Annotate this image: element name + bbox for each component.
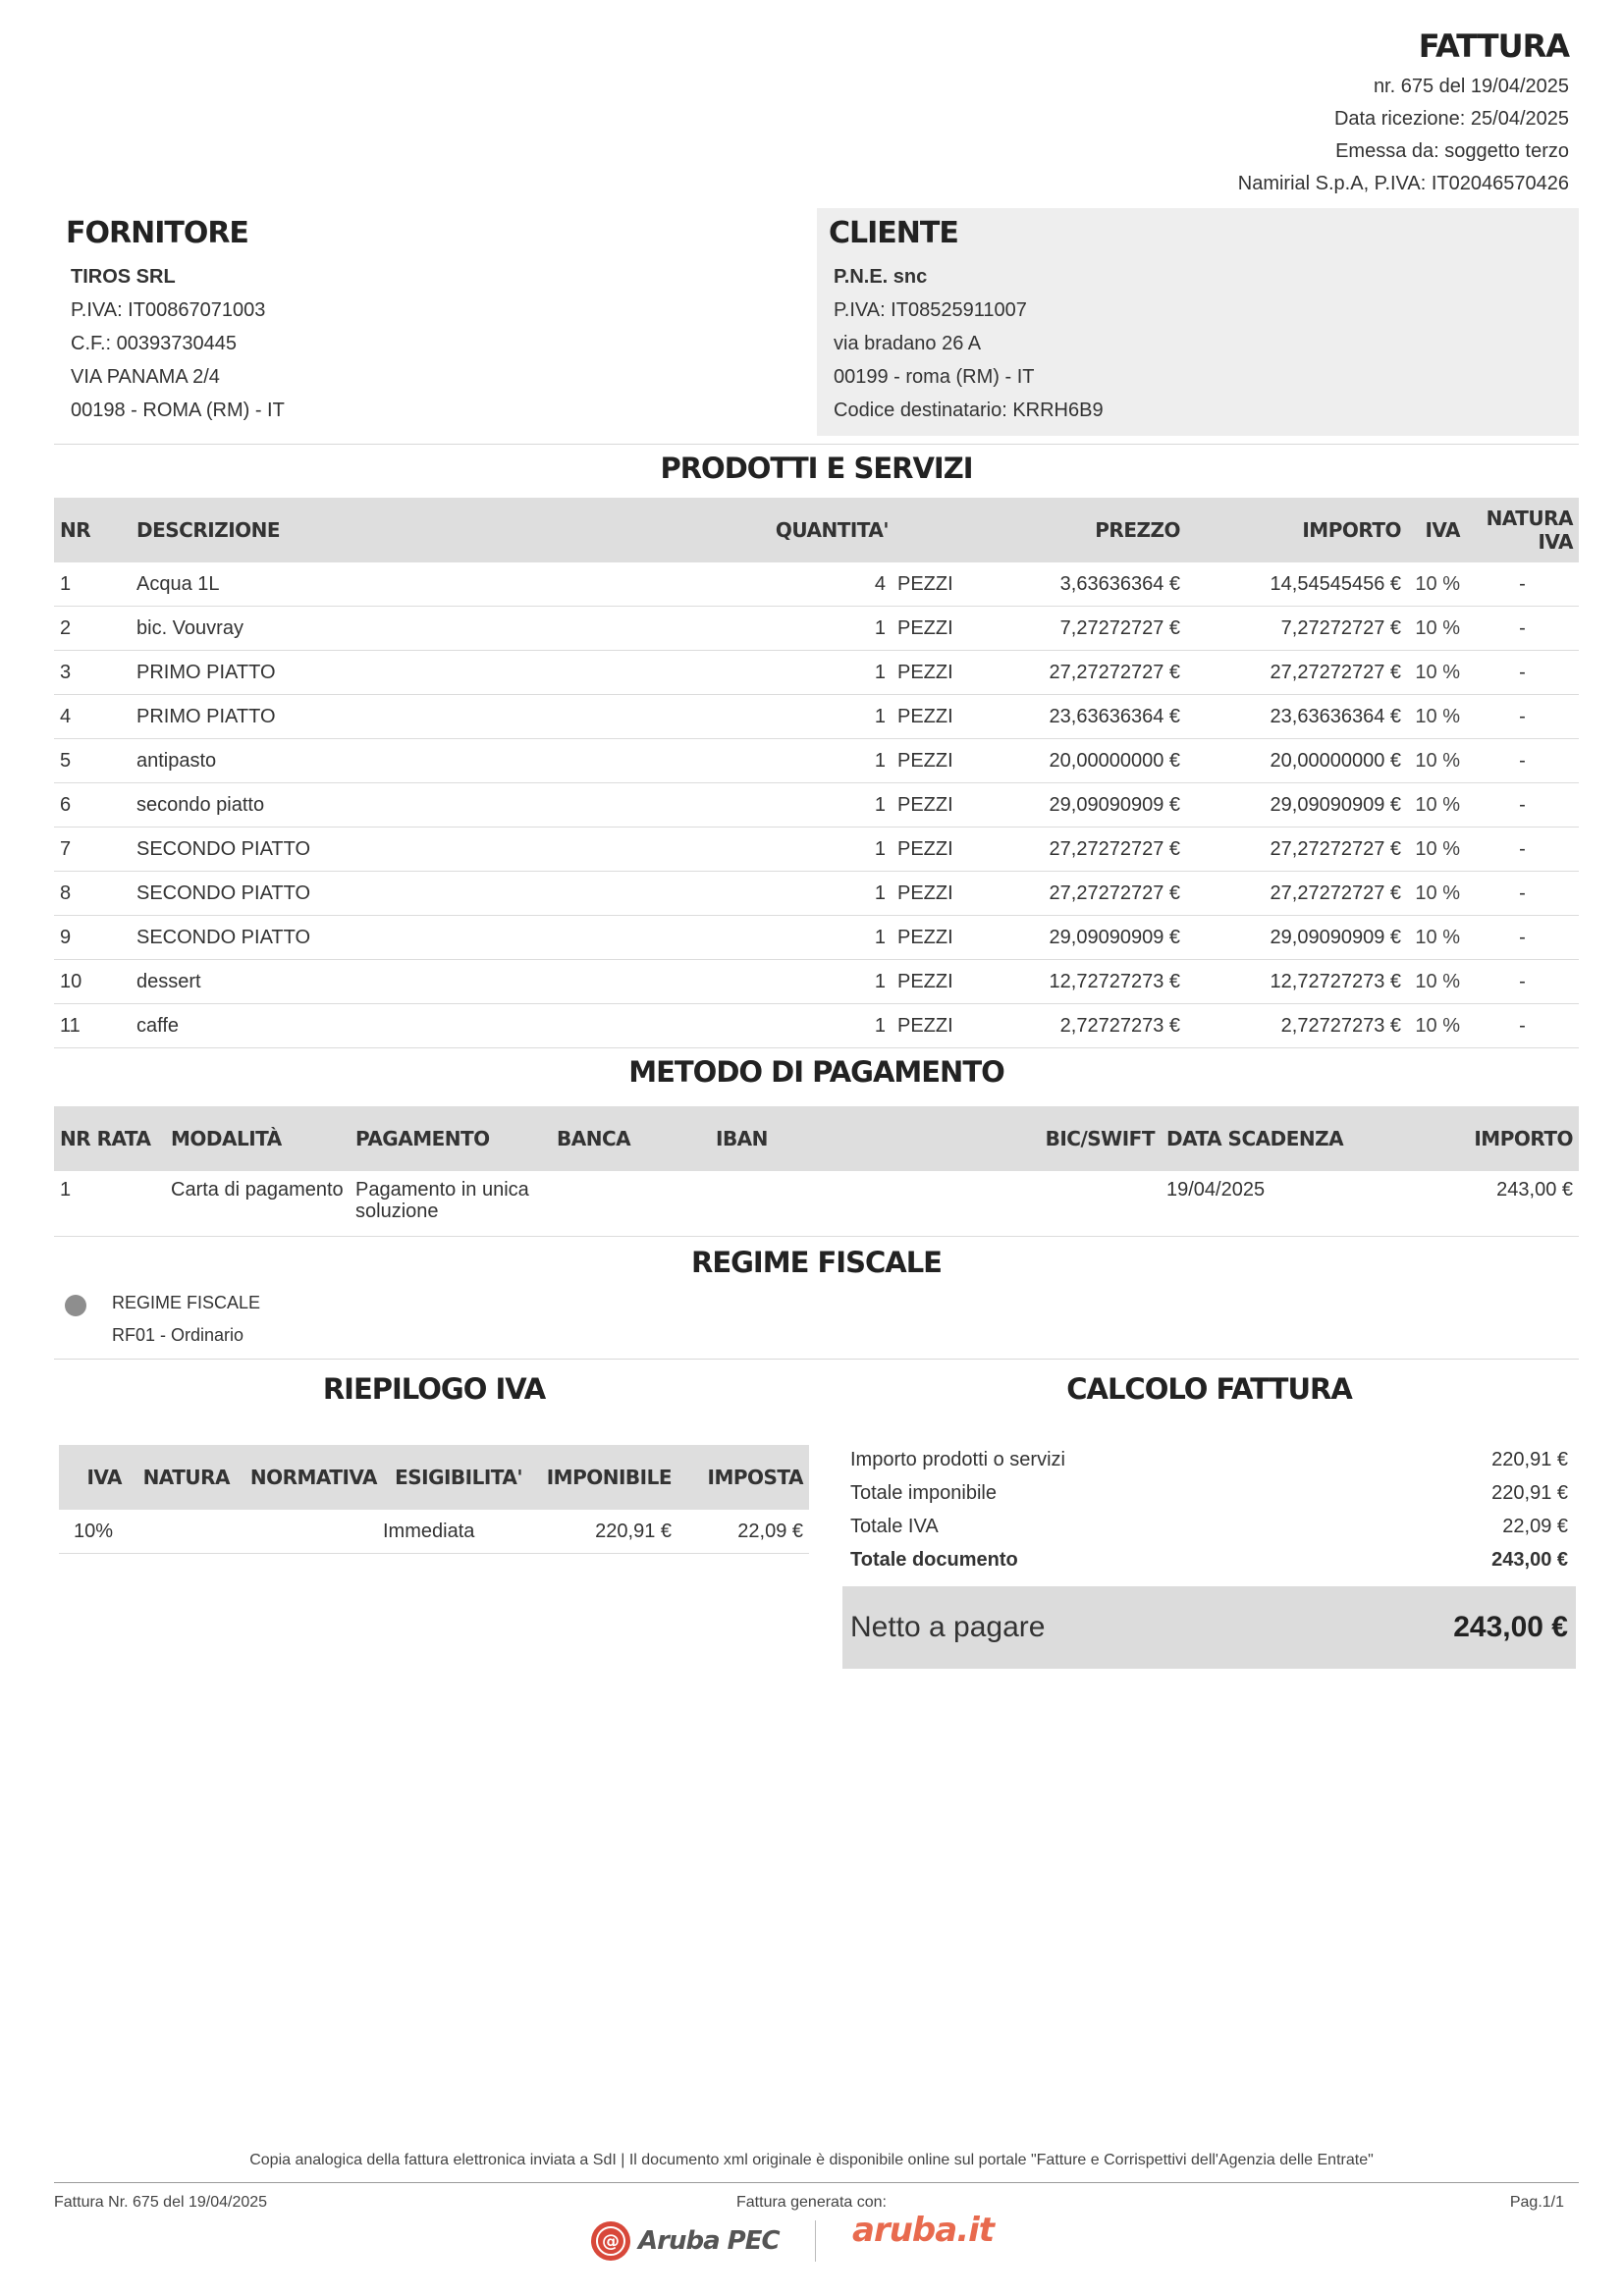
item-description: caffe: [131, 1004, 641, 1048]
products-title: PRODOTTI E SERVIZI: [660, 452, 973, 485]
item-nr: 1: [54, 562, 131, 607]
col-natura: NATURA: [142, 1466, 230, 1489]
item-price: 12,72727273 €: [965, 960, 1186, 1004]
client-address: via bradano 26 A: [834, 333, 982, 354]
aruba-pec-text: Aruba PEC: [638, 2226, 780, 2256]
table-row: [54, 739, 1579, 783]
supplier-cf: C.F.: 00393730445: [71, 333, 238, 354]
item-unit: PEZZI: [892, 651, 965, 695]
col-importo: IMPORTO: [1302, 518, 1401, 542]
rata-nr: 1: [54, 1171, 165, 1237]
col-natura-iva: NATURA IVA: [1486, 507, 1573, 554]
page-number: Pag.1/1: [1509, 2194, 1564, 2211]
aruba-pec-seal-icon: [589, 2219, 632, 2263]
item-nr: 11: [54, 1004, 131, 1048]
iva-summary-table: [59, 1445, 809, 1554]
calc-row-importo: [842, 1443, 1576, 1476]
col-importo-rata: IMPORTO: [1474, 1127, 1573, 1150]
footer-note: Copia analogica della fattura elettronica inviata a SdI | Il documento xml originale è disponibile online sul portale "Fatture e Corrispettivi dell'Agenzia delle Entrate": [249, 2152, 1374, 2168]
item-unit: PEZZI: [892, 607, 965, 651]
calc-label: Totale imponibile: [850, 1482, 997, 1504]
table-row: [54, 1004, 1579, 1048]
item-iva: 10 %: [1407, 562, 1466, 607]
supplier-piva: P.IVA: IT00867071003: [71, 299, 266, 321]
net-payable-value: 243,00 €: [1453, 1611, 1568, 1643]
calc-value: 220,91 €: [1491, 1449, 1568, 1470]
issued-by: Emessa da: soggetto terzo: [1335, 140, 1569, 162]
item-quantity: 1: [641, 783, 892, 828]
products-table: [54, 498, 1579, 1048]
calc-label: Totale documento: [850, 1549, 1018, 1571]
col-data-scadenza: DATA SCADENZA: [1166, 1127, 1344, 1150]
table-row: [54, 783, 1579, 828]
item-price: 2,72727273 €: [965, 1004, 1186, 1048]
aruba-it-logo: [852, 2211, 994, 2250]
supplier-city: 00198 - ROMA (RM) - IT: [71, 400, 285, 421]
table-row: [54, 872, 1579, 916]
item-amount: 7,27272727 €: [1186, 607, 1407, 651]
item-quantity: 1: [641, 739, 892, 783]
calc-value: 243,00 €: [1491, 1549, 1568, 1571]
item-description: bic. Vouvray: [131, 607, 641, 651]
item-unit: PEZZI: [892, 872, 965, 916]
item-amount: 29,09090909 €: [1186, 916, 1407, 960]
rata-bic: [1024, 1171, 1161, 1237]
table-row: [54, 1171, 1579, 1237]
client-piva: P.IVA: IT08525911007: [834, 299, 1027, 321]
rata-importo: 243,00 €: [1396, 1171, 1579, 1237]
col-modalita: MODALITÀ: [171, 1127, 282, 1150]
iva-normativa: [236, 1510, 383, 1554]
item-amount: 27,27272727 €: [1186, 651, 1407, 695]
item-quantity: 1: [641, 1004, 892, 1048]
item-amount: 14,54545456 €: [1186, 562, 1407, 607]
item-quantity: 1: [641, 872, 892, 916]
iva-rate: 10%: [59, 1510, 128, 1554]
item-iva: 10 %: [1407, 1004, 1466, 1048]
item-description: Acqua 1L: [131, 562, 641, 607]
item-nr: 3: [54, 651, 131, 695]
item-quantity: 1: [641, 828, 892, 872]
issuer-info: Namirial S.p.A, P.IVA: IT02046570426: [1237, 173, 1569, 194]
calc-row-iva: [842, 1510, 1576, 1543]
item-price: 27,27272727 €: [965, 872, 1186, 916]
table-row: [54, 562, 1579, 607]
payment-header-row: [54, 1106, 1579, 1171]
col-quantita: QUANTITA': [775, 518, 889, 542]
calc-value: 22,09 €: [1502, 1516, 1568, 1537]
item-natura-iva: -: [1466, 960, 1579, 1004]
item-iva: 10 %: [1407, 739, 1466, 783]
col-banca: BANCA: [557, 1127, 631, 1150]
table-row: [54, 695, 1579, 739]
iva-imponibile: 220,91 €: [528, 1510, 677, 1554]
client-title: CLIENTE: [829, 216, 958, 250]
document-header: [1238, 27, 1569, 200]
item-iva: 10 %: [1407, 695, 1466, 739]
item-amount: 27,27272727 €: [1186, 872, 1407, 916]
footer-divider: [54, 2182, 1579, 2183]
net-payable-box: [842, 1586, 1576, 1669]
item-quantity: 4: [641, 562, 892, 607]
item-price: 29,09090909 €: [965, 916, 1186, 960]
rata-pagamento: Pagamento in unica soluzione: [350, 1171, 551, 1237]
supplier-title: FORNITORE: [66, 216, 248, 250]
item-unit: PEZZI: [892, 916, 965, 960]
item-amount: 12,72727273 €: [1186, 960, 1407, 1004]
item-unit: PEZZI: [892, 960, 965, 1004]
item-amount: 2,72727273 €: [1186, 1004, 1407, 1048]
item-natura-iva: -: [1466, 695, 1579, 739]
item-price: 29,09090909 €: [965, 783, 1186, 828]
item-natura-iva: -: [1466, 1004, 1579, 1048]
item-description: PRIMO PIATTO: [131, 695, 641, 739]
client-city: 00199 - roma (RM) - IT: [834, 366, 1035, 388]
aruba-pec-logo: [589, 2216, 780, 2266]
footer-invoice-ref: Fattura Nr. 675 del 19/04/2025: [54, 2194, 268, 2211]
footer-generated-with: Fattura generata con:: [736, 2194, 887, 2211]
bullet-icon: [65, 1295, 86, 1316]
item-nr: 6: [54, 783, 131, 828]
table-row: [54, 607, 1579, 651]
document-title: FATTURA: [1418, 27, 1569, 65]
payment-table: [54, 1106, 1579, 1237]
products-header-row: [54, 498, 1579, 562]
col-pagamento: PAGAMENTO: [355, 1127, 490, 1150]
iva-natura: [128, 1510, 236, 1554]
calc-row-imponibile: [842, 1476, 1576, 1510]
item-nr: 2: [54, 607, 131, 651]
item-unit: PEZZI: [892, 562, 965, 607]
logo-divider: [815, 2220, 816, 2262]
calc-row-totale: [842, 1543, 1576, 1576]
col-iban: IBAN: [716, 1127, 768, 1150]
item-iva: 10 %: [1407, 651, 1466, 695]
item-unit: PEZZI: [892, 783, 965, 828]
item-natura-iva: -: [1466, 916, 1579, 960]
item-nr: 9: [54, 916, 131, 960]
divider: [54, 1359, 1579, 1360]
item-quantity: 1: [641, 651, 892, 695]
item-nr: 7: [54, 828, 131, 872]
item-price: 7,27272727 €: [965, 607, 1186, 651]
item-unit: PEZZI: [892, 695, 965, 739]
calcolo-title: CALCOLO FATTURA: [1066, 1372, 1352, 1406]
svg-text:@: @: [602, 2231, 620, 2252]
item-unit: PEZZI: [892, 828, 965, 872]
riepilogo-title: RIEPILOGO IVA: [322, 1372, 546, 1406]
col-esigibilita: ESIGIBILITA': [395, 1466, 522, 1489]
item-natura-iva: -: [1466, 739, 1579, 783]
item-iva: 10 %: [1407, 607, 1466, 651]
supplier-address: VIA PANAMA 2/4: [71, 366, 220, 388]
item-amount: 29,09090909 €: [1186, 783, 1407, 828]
item-price: 23,63636364 €: [965, 695, 1186, 739]
client-name: P.N.E. snc: [834, 266, 928, 288]
col-nr: NR: [60, 518, 91, 542]
client-code: Codice destinatario: KRRH6B9: [834, 400, 1104, 421]
received-date: Data ricezione: 25/04/2025: [1333, 108, 1569, 130]
col-bic-swift: BIC/SWIFT: [1045, 1127, 1155, 1150]
calc-label: Totale IVA: [850, 1516, 939, 1537]
table-row: [54, 960, 1579, 1004]
item-unit: PEZZI: [892, 739, 965, 783]
payment-title: METODO DI PAGAMENTO: [628, 1055, 1004, 1089]
item-iva: 10 %: [1407, 916, 1466, 960]
supplier-name: TIROS SRL: [71, 266, 176, 288]
item-iva: 10 %: [1407, 960, 1466, 1004]
item-description: secondo piatto: [131, 783, 641, 828]
item-amount: 23,63636364 €: [1186, 695, 1407, 739]
item-price: 3,63636364 €: [965, 562, 1186, 607]
item-nr: 8: [54, 872, 131, 916]
item-iva: 10 %: [1407, 872, 1466, 916]
rata-scadenza: 19/04/2025: [1161, 1171, 1396, 1237]
supplier-block: [54, 208, 800, 427]
calc-value: 220,91 €: [1491, 1482, 1568, 1504]
col-descrizione: DESCRIZIONE: [136, 518, 281, 542]
client-block: [817, 208, 1579, 436]
item-natura-iva: -: [1466, 828, 1579, 872]
item-iva: 10 %: [1407, 783, 1466, 828]
invoice-number: nr. 675 del 19/04/2025: [1373, 76, 1569, 97]
col-nr-rata: NR RATA: [60, 1127, 151, 1150]
item-quantity: 1: [641, 607, 892, 651]
item-price: 27,27272727 €: [965, 651, 1186, 695]
col-prezzo: PREZZO: [1095, 518, 1180, 542]
col-iva-rate: IVA: [86, 1466, 122, 1489]
iva-header-row: [59, 1445, 809, 1510]
invoice-calculation: [842, 1443, 1576, 1669]
table-row: [54, 916, 1579, 960]
item-description: SECONDO PIATTO: [131, 828, 641, 872]
regime-label: REGIME FISCALE: [112, 1293, 261, 1312]
item-nr: 10: [54, 960, 131, 1004]
aruba-it-text: aruba.it: [852, 2211, 995, 2250]
rata-banca: [551, 1171, 710, 1237]
item-price: 20,00000000 €: [965, 739, 1186, 783]
item-quantity: 1: [641, 960, 892, 1004]
calc-label: Importo prodotti o servizi: [850, 1449, 1065, 1470]
regime-title: REGIME FISCALE: [690, 1246, 942, 1279]
col-normativa: NORMATIVA: [249, 1466, 377, 1489]
divider: [54, 444, 1579, 445]
iva-imposta: 22,09 €: [677, 1510, 809, 1554]
rata-modalita: Carta di pagamento: [165, 1171, 350, 1237]
item-description: dessert: [131, 960, 641, 1004]
item-natura-iva: -: [1466, 562, 1579, 607]
item-price: 27,27272727 €: [965, 828, 1186, 872]
item-quantity: 1: [641, 695, 892, 739]
item-unit: PEZZI: [892, 1004, 965, 1048]
item-quantity: 1: [641, 916, 892, 960]
item-natura-iva: -: [1466, 651, 1579, 695]
table-row: [59, 1510, 809, 1554]
item-natura-iva: -: [1466, 607, 1579, 651]
item-nr: 5: [54, 739, 131, 783]
item-description: PRIMO PIATTO: [131, 651, 641, 695]
item-description: SECONDO PIATTO: [131, 872, 641, 916]
regime-value: RF01 - Ordinario: [112, 1325, 244, 1345]
item-natura-iva: -: [1466, 783, 1579, 828]
item-natura-iva: -: [1466, 872, 1579, 916]
item-iva: 10 %: [1407, 828, 1466, 872]
col-iva: IVA: [1425, 518, 1460, 542]
table-row: [54, 828, 1579, 872]
item-amount: 27,27272727 €: [1186, 828, 1407, 872]
item-amount: 20,00000000 €: [1186, 739, 1407, 783]
item-nr: 4: [54, 695, 131, 739]
rata-iban: [710, 1171, 1024, 1237]
table-row: [54, 651, 1579, 695]
col-imponibile: IMPONIBILE: [546, 1466, 672, 1489]
iva-esigibilita: Immediata: [383, 1510, 528, 1554]
col-imposta: IMPOSTA: [707, 1466, 803, 1489]
item-description: antipasto: [131, 739, 641, 783]
item-description: SECONDO PIATTO: [131, 916, 641, 960]
net-payable-label: Netto a pagare: [850, 1611, 1046, 1643]
